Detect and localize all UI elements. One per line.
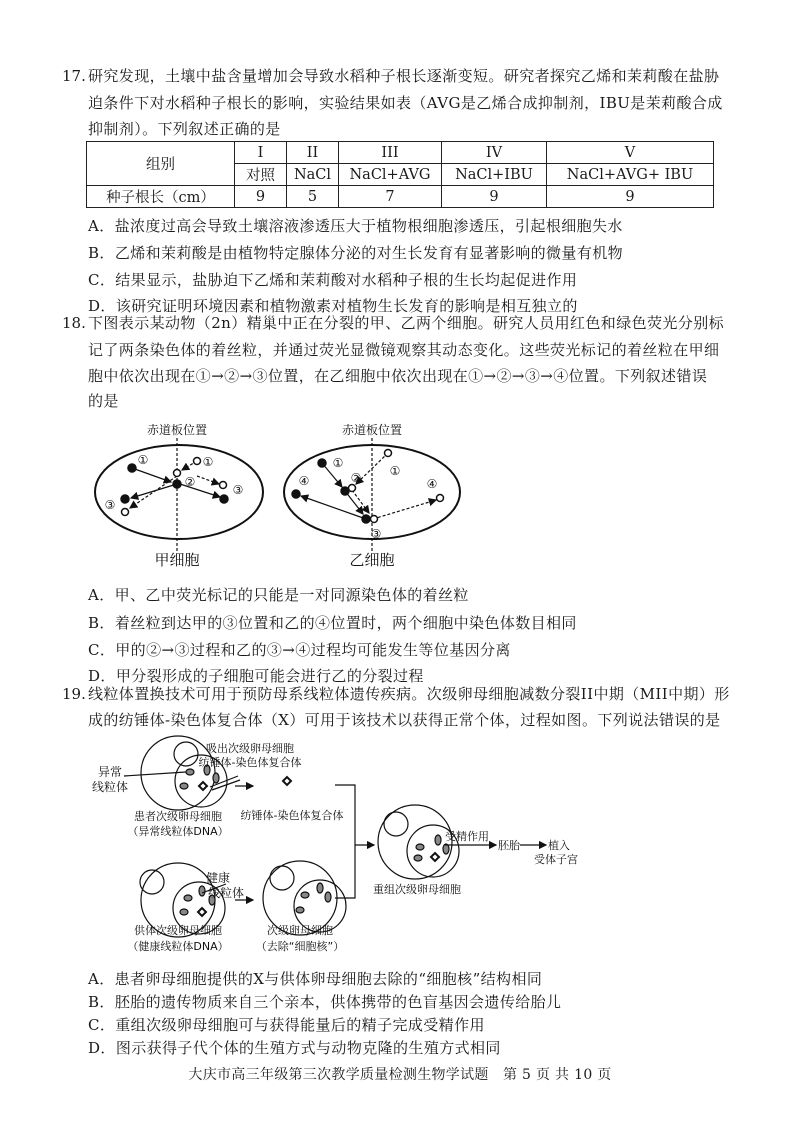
- q17-stem-line: 迫条件下对水稻种子根长的影响，实验结果如表（AVG是乙烯合成抑制剂，IBU是茉莉酸合成: [88, 94, 723, 112]
- question-18-number: 18.: [62, 314, 86, 332]
- q19-option-b: B．胚胎的遗传物质来自三个亲本，供体携带的色盲基因会遗传给胎儿: [88, 993, 562, 1011]
- q17-option-a: A．盐浓度过高会导致土壤溶液渗透压大于植物根细胞渗透压，引起根细胞失水: [88, 217, 623, 235]
- implant-label: 受体子宫: [534, 853, 578, 866]
- table-treatment: NaCl+AVG+ IBU: [547, 164, 714, 186]
- cell-b-label: 乙细胞: [349, 551, 395, 569]
- q18-option-a: A．甲、乙中荧光标记的只能是一对同源染色体的着丝粒: [88, 586, 469, 604]
- position-mark: ③: [370, 527, 382, 541]
- recombined-cell-label: 重组次级卵母细胞: [373, 883, 461, 896]
- question-19-number: 19.: [62, 685, 86, 703]
- table-header-length: 种子根长（cm）: [87, 186, 235, 208]
- position-mark: ①: [202, 455, 214, 469]
- equator-label: 赤道板位置: [341, 423, 403, 437]
- table-header-group: 组别: [87, 142, 235, 186]
- healthy-mito-label: 线粒体: [207, 886, 245, 900]
- abnormal-mito-label: 线粒体: [91, 780, 129, 794]
- table-length: 9: [442, 186, 547, 208]
- embryo-label: 胚胎: [498, 839, 520, 852]
- healthy-mito-label: 健康: [205, 871, 231, 885]
- position-mark: ②: [184, 475, 196, 489]
- q17-option-d: D．该研究证明环境因素和植物激素对植物生长发育的影响是相互独立的: [88, 297, 578, 315]
- position-mark: ①: [137, 453, 149, 467]
- table-group: V: [547, 142, 714, 164]
- aspirate-label: 纺锤体-染色体复合体: [198, 756, 302, 769]
- table-group: IV: [442, 142, 547, 164]
- position-mark: ①: [332, 456, 344, 470]
- q17-stem-line: 抑制剂）。下列叙述正确的是: [88, 120, 281, 138]
- q18-stem-line: 记了两条染色体的着丝粒，并通过荧光显微镜观察其动态变化。这些荧光标记的着丝粒在甲细: [88, 341, 720, 359]
- patient-cell-label: 患者次级卵母细胞: [134, 810, 222, 823]
- q18-option-b: B．着丝粒到达甲的③位置和乙的④位置时，两个细胞中染色体数目相同: [88, 614, 577, 632]
- q18-stem-line: 下图表示某动物（2n）精巢中正在分裂的甲、乙两个细胞。研究人员用红色和绿色荧光分别标: [88, 314, 725, 332]
- position-mark: ③: [232, 483, 244, 497]
- table-length: 5: [287, 186, 339, 208]
- q18-option-d: D．甲分裂形成的子细胞可能会进行乙的分裂过程: [88, 667, 424, 685]
- complex-label: 纺锤体-染色体复合体: [240, 809, 344, 822]
- position-mark: ①: [389, 464, 401, 478]
- table-treatment: NaCl+IBU: [442, 164, 547, 186]
- q19-option-c: C．重组次级卵母细胞可与获得能量后的精子完成受精作用: [88, 1016, 485, 1034]
- table-treatment: NaCl: [287, 164, 339, 186]
- page-footer: 大庆市高三年级第三次教学质量检测生物学试题 第 5 页 共 10 页: [188, 1067, 612, 1083]
- abnormal-mito-label: 异常: [97, 765, 123, 779]
- position-mark: ④: [426, 477, 438, 491]
- table-length: 7: [339, 186, 442, 208]
- table-group: I: [235, 142, 287, 164]
- q19-stem-line: 线粒体置换技术可用于预防母系线粒体遗传疾病。次级卵母细胞减数分裂II中期（MII中期）形: [88, 685, 730, 703]
- table-group: III: [339, 142, 442, 164]
- q19-option-d: D．图示获得子代个体的生殖方式与动物克隆的生殖方式相同: [88, 1039, 501, 1057]
- table-treatment: NaCl+AVG: [339, 164, 442, 186]
- enucleated-cell-label: （去除“细胞核”）: [255, 940, 345, 953]
- q17-stem-line: 研究发现，土壤中盐含量增加会导致水稻种子根长逐渐变短。研究者探究乙烯和茉莉酸在盐胁: [88, 67, 720, 85]
- q17-option-c: C．结果显示，盐胁迫下乙烯和茉莉酸对水稻种子根的生长均起促进作用: [88, 271, 578, 289]
- q18-option-c: C．甲的②→③过程和乙的③→④过程均可能发生等位基因分离: [88, 641, 511, 659]
- enucleated-cell-label: 次级卵母细胞: [267, 924, 333, 937]
- position-mark: ③: [104, 498, 116, 512]
- table-treatment: 对照: [235, 164, 287, 186]
- position-mark: ②: [350, 471, 362, 485]
- fertilization-label: 受精作用: [445, 830, 489, 843]
- table-group: II: [287, 142, 339, 164]
- patient-cell-label: （异常线粒体DNA）: [127, 825, 229, 838]
- donor-cell-label: 供体次级卵母细胞: [134, 924, 222, 937]
- table-length: 9: [235, 186, 287, 208]
- q19-option-a: A．患者卵母细胞提供的X与供体卵母细胞去除的“细胞核”结构相同: [88, 970, 543, 988]
- table-length: 9: [547, 186, 714, 208]
- q18-stem-line: 的是: [88, 392, 119, 410]
- position-mark: ④: [298, 474, 310, 488]
- aspirate-label: 吸出次级卵母细胞: [206, 742, 294, 755]
- question-17-number: 17.: [62, 67, 86, 85]
- cell-a-label: 甲细胞: [154, 551, 200, 569]
- implant-label: 植入: [548, 839, 570, 852]
- q17-option-b: B．乙烯和茉莉酸是由植物特定腺体分泌的对生长发育有显著影响的微量有机物: [88, 244, 624, 262]
- donor-cell-label: （健康线粒体DNA）: [127, 940, 229, 953]
- equator-label: 赤道板位置: [146, 423, 208, 437]
- q19-stem-line: 成的纺锤体-染色体复合体（X）可用于该技术以获得正常个体，过程如图。下列说法错误的是: [88, 711, 721, 729]
- q18-stem-line: 胞中依次出现在①→②→③位置，在乙细胞中依次出现在①→②→③→④位置。下列叙述错误: [88, 367, 708, 385]
